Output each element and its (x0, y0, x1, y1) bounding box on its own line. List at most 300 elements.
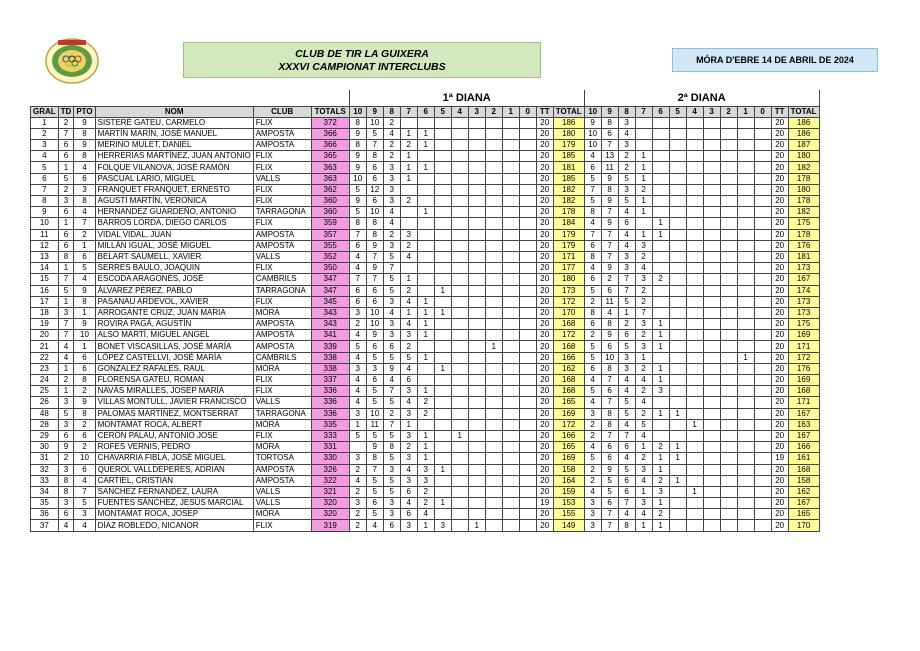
table-cell: 9 (383, 363, 400, 374)
table-cell (703, 442, 720, 453)
table-cell (434, 475, 451, 486)
table-cell: ÁLVAREZ PÉREZ, PABLO (95, 285, 253, 296)
table-cell: 1 (669, 453, 686, 464)
table-cell (434, 251, 451, 262)
table-cell: 176 (788, 240, 819, 251)
table-cell: 8 (74, 196, 95, 207)
table-cell (451, 140, 468, 151)
table-cell: 5 (383, 430, 400, 441)
table-cell (737, 128, 754, 139)
table-cell: 8 (349, 117, 366, 128)
table-cell (468, 475, 485, 486)
table-cell: 3 (618, 352, 635, 363)
table-cell (434, 319, 451, 330)
table-row (31, 296, 820, 307)
column-header-row (31, 106, 820, 117)
table-cell: 182 (553, 196, 584, 207)
table-cell (468, 408, 485, 419)
table-cell: 6 (58, 229, 74, 240)
table-cell: 20 (771, 151, 788, 162)
table-cell (468, 251, 485, 262)
table-cell (434, 218, 451, 229)
table-cell (468, 218, 485, 229)
table-cell: 366 (311, 140, 349, 151)
table-cell: 4 (417, 509, 434, 520)
table-cell: 25 (31, 386, 59, 397)
table-cell: TORTOSA (253, 453, 311, 464)
table-cell: 1 (74, 240, 95, 251)
table-cell: 1 (434, 464, 451, 475)
table-cell: 5 (383, 486, 400, 497)
table-cell (720, 296, 737, 307)
table-cell: 20 (536, 240, 553, 251)
table-cell: 1 (434, 498, 451, 509)
table-cell (720, 263, 737, 274)
table-row (31, 475, 820, 486)
table-cell: 6 (400, 509, 417, 520)
table-cell: 1 (417, 319, 434, 330)
table-cell: 2 (400, 285, 417, 296)
table-cell: 4 (618, 419, 635, 430)
table-cell: 6 (584, 319, 601, 330)
table-cell (754, 464, 771, 475)
table-cell: 7 (618, 498, 635, 509)
table-cell: 170 (553, 307, 584, 318)
table-cell (502, 330, 519, 341)
table-cell (519, 151, 536, 162)
table-cell: MERINO MULET, DANIEL (95, 140, 253, 151)
table-cell: 11 (601, 296, 618, 307)
table-cell (400, 263, 417, 274)
table-row (31, 307, 820, 318)
table-cell: 2 (652, 475, 669, 486)
table-cell: 4 (383, 307, 400, 318)
table-cell (754, 274, 771, 285)
table-cell (349, 442, 366, 453)
table-cell: 4 (618, 240, 635, 251)
table-row (31, 352, 820, 363)
table-cell: FLORENSA GATEU, ROMAN (95, 375, 253, 386)
table-cell (434, 162, 451, 173)
table-cell: 20 (771, 363, 788, 374)
table-cell: 180 (788, 151, 819, 162)
table-cell: 8 (584, 207, 601, 218)
table-cell (720, 285, 737, 296)
column-header: PTO (74, 106, 95, 117)
table-cell: 168 (553, 319, 584, 330)
table-cell: 170 (788, 520, 819, 531)
table-cell (468, 196, 485, 207)
table-cell: 10 (31, 218, 59, 229)
table-cell (720, 173, 737, 184)
table-cell (669, 128, 686, 139)
table-cell: VALLS (253, 498, 311, 509)
table-cell: FLIX (253, 151, 311, 162)
table-cell (686, 207, 703, 218)
table-cell (468, 375, 485, 386)
table-cell: 3 (383, 240, 400, 251)
table-cell: 2 (349, 509, 366, 520)
table-cell (400, 117, 417, 128)
table-cell (754, 128, 771, 139)
table-cell: 2 (417, 498, 434, 509)
table-cell: 178 (788, 173, 819, 184)
table-cell (754, 330, 771, 341)
table-cell (669, 218, 686, 229)
table-cell (720, 140, 737, 151)
table-cell (417, 173, 434, 184)
table-cell (686, 251, 703, 262)
table-cell (669, 285, 686, 296)
table-cell: 5 (366, 386, 383, 397)
table-cell (669, 296, 686, 307)
table-cell: 6 (58, 151, 74, 162)
table-cell: 1 (686, 419, 703, 430)
table-cell (417, 184, 434, 195)
table-cell: 8 (601, 184, 618, 195)
table-cell (754, 319, 771, 330)
table-cell: 9 (366, 442, 383, 453)
table-cell: 331 (311, 442, 349, 453)
table-cell: 4 (635, 509, 652, 520)
table-cell: 1 (652, 375, 669, 386)
table-cell: 4 (74, 162, 95, 173)
table-cell (485, 117, 502, 128)
table-cell (686, 151, 703, 162)
table-cell: 8 (74, 151, 95, 162)
table-cell (485, 296, 502, 307)
table-cell: 1 (652, 520, 669, 531)
table-cell (737, 240, 754, 251)
table-cell: 19 (31, 319, 59, 330)
table-cell (485, 453, 502, 464)
table-cell (720, 352, 737, 363)
table-cell (519, 307, 536, 318)
table-cell: 3 (383, 173, 400, 184)
table-cell: 182 (788, 162, 819, 173)
table-cell (703, 196, 720, 207)
table-cell: 7 (635, 307, 652, 318)
table-cell (754, 509, 771, 520)
table-cell (485, 173, 502, 184)
table-cell: 4 (400, 363, 417, 374)
table-cell (737, 285, 754, 296)
table-cell: 3 (417, 464, 434, 475)
table-cell (669, 520, 686, 531)
table-cell: 3 (349, 307, 366, 318)
table-cell: 2 (400, 140, 417, 151)
table-cell (737, 520, 754, 531)
table-cell: 5 (383, 251, 400, 262)
table-cell (451, 498, 468, 509)
table-cell: 1 (417, 162, 434, 173)
table-cell (652, 430, 669, 441)
table-cell: 172 (553, 419, 584, 430)
table-cell: 3 (349, 363, 366, 374)
table-cell (434, 419, 451, 430)
diana-2-header: 2ª DIANA (584, 90, 819, 106)
table-cell (703, 117, 720, 128)
table-cell (417, 240, 434, 251)
table-cell (485, 229, 502, 240)
table-cell: 3 (618, 140, 635, 151)
table-cell: 1 (417, 520, 434, 531)
table-cell: 20 (771, 475, 788, 486)
table-cell: 164 (553, 475, 584, 486)
table-cell: 6 (58, 430, 74, 441)
table-cell (720, 229, 737, 240)
table-cell: 320 (311, 509, 349, 520)
table-cell: 9 (601, 464, 618, 475)
table-cell: 20 (536, 263, 553, 274)
table-cell: 326 (311, 464, 349, 475)
table-cell: 3 (584, 498, 601, 509)
table-cell: 5 (74, 263, 95, 274)
table-cell: 6 (618, 218, 635, 229)
table-cell: 8 (58, 251, 74, 262)
table-cell: 1 (417, 296, 434, 307)
table-cell: 3 (635, 274, 652, 285)
table-cell: 33 (31, 475, 59, 486)
table-cell: 3 (584, 520, 601, 531)
table-cell (519, 263, 536, 274)
table-cell: 2 (417, 408, 434, 419)
table-cell: 363 (311, 173, 349, 184)
table-cell: 4 (584, 151, 601, 162)
table-cell: 11 (601, 162, 618, 173)
table-cell (519, 173, 536, 184)
table-cell: 20 (31, 330, 59, 341)
table-cell: 8 (618, 520, 635, 531)
table-row (31, 397, 820, 408)
table-row (31, 453, 820, 464)
table-cell: 4 (618, 229, 635, 240)
table-cell (502, 162, 519, 173)
table-cell (519, 520, 536, 531)
table-cell: 3 (584, 509, 601, 520)
table-cell (703, 251, 720, 262)
table-cell (686, 464, 703, 475)
table-cell (686, 173, 703, 184)
table-cell (754, 296, 771, 307)
table-cell (519, 117, 536, 128)
table-cell: 5 (618, 196, 635, 207)
table-cell: 20 (536, 520, 553, 531)
table-cell: 1 (485, 341, 502, 352)
table-cell (686, 117, 703, 128)
table-cell: 4 (383, 218, 400, 229)
table-cell: 347 (311, 274, 349, 285)
table-cell: 4 (74, 475, 95, 486)
table-cell: 3 (652, 386, 669, 397)
table-cell: 8 (74, 128, 95, 139)
table-cell: 7 (366, 251, 383, 262)
table-cell: 32 (31, 464, 59, 475)
table-cell: 162 (553, 363, 584, 374)
table-cell: 26 (31, 397, 59, 408)
table-cell: 3 (58, 196, 74, 207)
table-cell: 3 (618, 117, 635, 128)
table-cell (737, 375, 754, 386)
table-cell: 1 (652, 319, 669, 330)
table-cell: MÓRA (253, 442, 311, 453)
table-cell: 9 (584, 117, 601, 128)
table-cell: QUEROL VALLDEPERES, ADRIAN (95, 464, 253, 475)
table-cell (686, 363, 703, 374)
table-cell (502, 430, 519, 441)
table-cell: 1 (58, 386, 74, 397)
table-cell: 10 (366, 207, 383, 218)
table-cell: 1 (417, 352, 434, 363)
table-cell: 171 (788, 397, 819, 408)
table-cell: 20 (771, 408, 788, 419)
table-cell (417, 363, 434, 374)
table-cell: FOLQUE VILANOVA, JOSÉ RAMÓN (95, 162, 253, 173)
table-cell (519, 251, 536, 262)
table-cell (519, 341, 536, 352)
table-cell (686, 386, 703, 397)
table-cell: 9 (601, 173, 618, 184)
table-cell: 5 (383, 475, 400, 486)
table-cell (737, 363, 754, 374)
table-cell: FLIX (253, 263, 311, 274)
table-cell: 20 (536, 184, 553, 195)
table-cell: 1 (417, 430, 434, 441)
table-cell (669, 397, 686, 408)
table-cell: 7 (584, 184, 601, 195)
table-cell: 7 (58, 128, 74, 139)
table-cell: 7 (601, 251, 618, 262)
table-cell (669, 419, 686, 430)
table-cell: 4 (31, 151, 59, 162)
table-cell (686, 285, 703, 296)
table-cell: 330 (311, 453, 349, 464)
table-cell: 5 (383, 274, 400, 285)
table-cell (468, 498, 485, 509)
table-cell: 5 (366, 430, 383, 441)
table-cell (686, 196, 703, 207)
table-cell: 4 (349, 352, 366, 363)
diana-1-header: 1ª DIANA (349, 90, 584, 106)
column-header: TOTAL (553, 106, 584, 117)
table-cell: 366 (311, 128, 349, 139)
table-cell: 9 (74, 117, 95, 128)
table-cell: VALLS (253, 173, 311, 184)
table-cell: 20 (536, 196, 553, 207)
table-cell: 5 (400, 352, 417, 363)
table-cell (669, 464, 686, 475)
table-cell (703, 375, 720, 386)
table-cell: 8 (366, 218, 383, 229)
table-cell: 9 (601, 196, 618, 207)
column-header: 7 (400, 106, 417, 117)
table-cell: 1 (635, 229, 652, 240)
table-cell: 336 (311, 397, 349, 408)
table-cell: 8 (74, 408, 95, 419)
table-cell: 21 (31, 341, 59, 352)
table-cell (720, 453, 737, 464)
column-header: 3 (703, 106, 720, 117)
table-cell: 2 (618, 319, 635, 330)
table-cell (686, 442, 703, 453)
table-row (31, 520, 820, 531)
table-cell: 20 (771, 274, 788, 285)
table-cell: 20 (536, 408, 553, 419)
table-cell (468, 285, 485, 296)
table-cell: 322 (311, 475, 349, 486)
table-cell (451, 486, 468, 497)
table-cell (468, 151, 485, 162)
table-cell (754, 240, 771, 251)
table-cell: 4 (618, 207, 635, 218)
column-header: 5 (669, 106, 686, 117)
table-cell: 5 (366, 486, 383, 497)
table-cell (669, 140, 686, 151)
table-cell: 1 (417, 140, 434, 151)
table-cell: 165 (553, 397, 584, 408)
table-cell (417, 251, 434, 262)
table-cell: 2 (74, 442, 95, 453)
table-cell: 173 (788, 296, 819, 307)
table-cell: 2 (58, 453, 74, 464)
table-cell: 5 (74, 498, 95, 509)
table-cell (451, 475, 468, 486)
table-cell (703, 341, 720, 352)
table-cell (669, 341, 686, 352)
table-cell (737, 229, 754, 240)
table-cell: 4 (635, 397, 652, 408)
table-cell: 3 (58, 464, 74, 475)
table-cell (737, 263, 754, 274)
table-cell: 2 (584, 330, 601, 341)
table-cell: 6 (366, 162, 383, 173)
table-cell: 335 (311, 419, 349, 430)
table-cell (451, 173, 468, 184)
table-cell (754, 184, 771, 195)
table-cell (519, 430, 536, 441)
column-header: 1 (502, 106, 519, 117)
table-cell: 6 (618, 475, 635, 486)
table-cell: AMPOSTA (253, 464, 311, 475)
table-cell (754, 498, 771, 509)
table-cell (451, 207, 468, 218)
table-cell: 162 (788, 486, 819, 497)
table-cell: 1 (417, 207, 434, 218)
column-header: 0 (754, 106, 771, 117)
column-header: 3 (468, 106, 485, 117)
table-cell: 1 (58, 263, 74, 274)
table-cell: 4 (584, 397, 601, 408)
table-cell (468, 352, 485, 363)
table-cell: 1 (618, 307, 635, 318)
table-cell: 2 (635, 285, 652, 296)
table-cell: 2 (635, 363, 652, 374)
table-cell: 1 (686, 486, 703, 497)
club-logo (44, 36, 100, 84)
table-cell (720, 419, 737, 430)
table-cell (703, 151, 720, 162)
table-cell: 180 (553, 128, 584, 139)
table-cell: 9 (349, 128, 366, 139)
table-cell (669, 498, 686, 509)
table-cell: 20 (536, 218, 553, 229)
table-cell (720, 430, 737, 441)
table-cell: 168 (553, 375, 584, 386)
table-cell: 165 (553, 442, 584, 453)
table-cell (737, 408, 754, 419)
table-cell: FLIX (253, 430, 311, 441)
table-cell (720, 375, 737, 386)
